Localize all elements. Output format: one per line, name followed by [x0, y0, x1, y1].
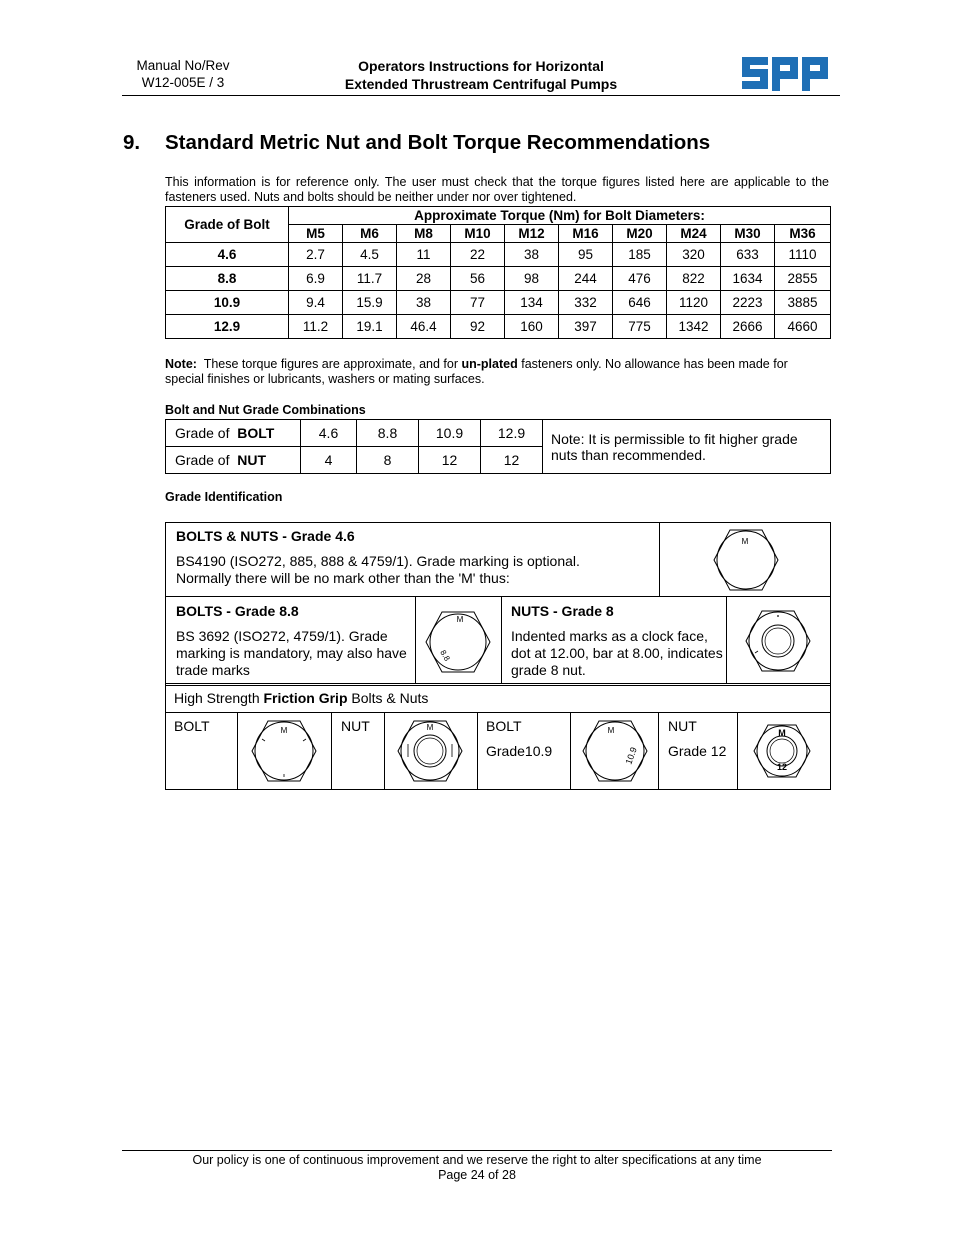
section-number: 9. — [123, 131, 141, 154]
torque-value-cell: 6.9 — [289, 267, 343, 291]
torque-value-cell: 98 — [505, 267, 559, 291]
torque-value-cell: 397 — [559, 315, 613, 339]
divider — [737, 713, 738, 789]
grade-identification-box — [165, 522, 831, 790]
torque-value-cell: 2.7 — [289, 243, 343, 267]
nut-12-grade-mark: 12 — [776, 762, 788, 772]
friction-nut-label: NUT — [341, 718, 370, 734]
torque-note — [165, 357, 830, 387]
diameter-header: M8 — [397, 225, 451, 243]
torque-value-cell: 22 — [451, 243, 505, 267]
divider — [477, 713, 478, 789]
grade-combinations-table — [165, 419, 831, 474]
torque-value-cell: 46.4 — [397, 315, 451, 339]
grade-46-mark: M — [741, 537, 749, 546]
nut-grade-value: 4 — [301, 447, 357, 474]
nut-grade-8-icon — [744, 609, 812, 673]
friction-grip-heading — [174, 690, 428, 707]
bolt-88-text: BS 3692 (ISO272, 4759/1). Grade marking is mandatory, may also have trade marks — [176, 628, 407, 678]
diameter-header: M24 — [667, 225, 721, 243]
nut-grade-value: 12 — [481, 447, 543, 474]
bolt-grade-label-prefix: Grade of — [175, 425, 230, 441]
torque-row — [166, 291, 831, 315]
nut-12-label: NUT — [668, 718, 697, 734]
torque-value-cell: 4.5 — [343, 243, 397, 267]
torque-value-cell: 822 — [667, 267, 721, 291]
divider — [659, 523, 660, 597]
torque-value-cell: 332 — [559, 291, 613, 315]
grade-46-cell — [176, 528, 651, 587]
torque-row — [166, 315, 831, 339]
torque-value-cell: 1342 — [667, 315, 721, 339]
torque-value-cell: 160 — [505, 315, 559, 339]
nut-grade-12-icon — [752, 723, 812, 779]
diameter-header: M10 — [451, 225, 505, 243]
torque-value-cell: 1120 — [667, 291, 721, 315]
divider — [237, 713, 238, 789]
nut-12-mark: M — [778, 728, 786, 738]
torque-value-cell: 9.4 — [289, 291, 343, 315]
torque-value-cell: 92 — [451, 315, 505, 339]
note-emphasis: un-plated — [461, 357, 518, 371]
divider — [726, 597, 727, 684]
section-title: Standard Metric Nut and Bolt Torque Recommendations — [165, 131, 711, 154]
bolt-grade-cell: 12.9 — [166, 315, 289, 339]
friction-prefix: High Strength — [174, 690, 260, 706]
manual-label: Manual No/Rev — [136, 58, 230, 73]
torque-value-cell: 244 — [559, 267, 613, 291]
bolt-88-grade-mark: 8.8 — [438, 648, 452, 663]
divider — [415, 597, 416, 684]
bolt-grade-cell: 8.8 — [166, 267, 289, 291]
divider — [166, 683, 830, 684]
document-title-line2: Extended Thrustream Centrifugal Pumps — [344, 76, 618, 92]
torque-value-cell: 11 — [397, 243, 451, 267]
friction-strong: Friction Grip — [263, 690, 348, 706]
bolt-grade-46-icon — [712, 528, 780, 592]
torque-value-cell: 134 — [505, 291, 559, 315]
bolt-grade-label-strong: BOLT — [237, 425, 275, 441]
friction-bolt-label: BOLT — [174, 718, 210, 734]
spp-logo — [742, 57, 828, 91]
nut-8-text: Indented marks as a clock face, dot at 12.00, bar at 8.00, indicates grade 8 nut. — [511, 628, 723, 678]
divider — [166, 685, 830, 686]
nut-grade-label-prefix: Grade of — [175, 452, 230, 468]
torque-value-cell: 56 — [451, 267, 505, 291]
divider — [166, 596, 830, 597]
grade-46-title: BOLTS & NUTS - Grade 4.6 — [176, 528, 355, 544]
manual-code: W12-005E / 3 — [141, 75, 225, 90]
diameter-header: M5 — [289, 225, 343, 243]
bolt-109-grade: Grade10.9 — [486, 743, 553, 759]
friction-nut-mark: M — [426, 723, 434, 732]
bolt-grade-88-icon — [424, 610, 492, 674]
bolt-grade-value: 8.8 — [357, 420, 419, 447]
nut-12-grade: Grade 12 — [668, 743, 727, 759]
footer-divider — [122, 1150, 832, 1151]
nut-12-cell — [668, 718, 726, 760]
torque-value-cell: 185 — [613, 243, 667, 267]
torque-value-cell: 15.9 — [343, 291, 397, 315]
torque-value-cell: 38 — [397, 291, 451, 315]
bolt-109-grade-mark: 10.9 — [623, 745, 639, 766]
bolt-88-title: BOLTS - Grade 8.8 — [176, 603, 299, 619]
torque-value-cell: 633 — [721, 243, 775, 267]
combinations-heading: Bolt and Nut Grade Combinations — [165, 403, 366, 417]
diameter-header: M16 — [559, 225, 613, 243]
bolt-grade-cell: 10.9 — [166, 291, 289, 315]
diameter-header: M12 — [505, 225, 559, 243]
torque-value-cell: 19.1 — [343, 315, 397, 339]
torque-value-cell: 2855 — [775, 267, 831, 291]
friction-bolt-icon — [250, 719, 318, 783]
divider — [501, 597, 502, 684]
grade-of-bolt-header: Grade of Bolt — [166, 207, 289, 243]
note-text-before: These torque figures are approximate, and for — [203, 357, 458, 371]
footer-page-number: Page 24 of 28 — [438, 1168, 516, 1182]
torque-value-cell: 11.2 — [289, 315, 343, 339]
torque-value-cell: 775 — [613, 315, 667, 339]
torque-value-cell: 3885 — [775, 291, 831, 315]
grade-46-line2: Normally there will be no mark other than the 'M' thus: — [176, 570, 510, 586]
nut-8-cell — [511, 603, 723, 679]
torque-value-cell: 476 — [613, 267, 667, 291]
friction-suffix: Bolts & Nuts — [351, 690, 429, 706]
divider — [166, 712, 830, 713]
torque-value-cell: 4660 — [775, 315, 831, 339]
footer-policy: Our policy is one of continuous improvement and we reserve the right to alter specifications at any time — [192, 1153, 762, 1167]
bolt-grade-cell: 4.6 — [166, 243, 289, 267]
nut-8-title: NUTS - Grade 8 — [511, 603, 614, 619]
bolt-109-label: BOLT — [486, 718, 522, 734]
torque-value-cell: 77 — [451, 291, 505, 315]
torque-row — [166, 243, 831, 267]
combination-note: Note: It is permissible to fit higher grade nuts than recommended. — [543, 420, 831, 474]
torque-value-cell: 11.7 — [343, 267, 397, 291]
nut-grade-label-strong: NUT — [237, 452, 267, 468]
divider — [658, 713, 659, 789]
bolt-88-cell — [176, 603, 408, 679]
torque-value-cell: 95 — [559, 243, 613, 267]
torque-rows — [166, 243, 831, 339]
divider — [331, 713, 332, 789]
bolt-grade-row — [166, 420, 831, 447]
grade-46-line1: BS4190 (ISO272, 885, 888 & 4759/1). Grade marking is optional. — [176, 553, 580, 569]
divider — [384, 713, 385, 789]
bolt-grade-value: 4.6 — [301, 420, 357, 447]
torque-value-cell: 1110 — [775, 243, 831, 267]
torque-value-cell: 646 — [613, 291, 667, 315]
nut-grade-value: 12 — [419, 447, 481, 474]
torque-row — [166, 267, 831, 291]
divider — [570, 713, 571, 789]
torque-value-cell: 2666 — [721, 315, 775, 339]
document-title — [300, 57, 662, 93]
torque-value-cell: 320 — [667, 243, 721, 267]
friction-nut-icon — [396, 719, 464, 783]
torque-value-cell: 1634 — [721, 267, 775, 291]
nut-grade-value: 8 — [357, 447, 419, 474]
friction-bolt-mark: M — [280, 726, 288, 735]
torque-value-cell: 2223 — [721, 291, 775, 315]
torque-table — [165, 206, 831, 339]
torque-value-cell: 28 — [397, 267, 451, 291]
diameter-header: M36 — [775, 225, 831, 243]
torque-span-header: Approximate Torque (Nm) for Bolt Diameters: — [289, 207, 831, 225]
diameter-header: M20 — [613, 225, 667, 243]
bolt-grade-label — [166, 420, 301, 447]
manual-number — [118, 57, 248, 91]
document-title-line1: Operators Instructions for Horizontal — [358, 58, 604, 74]
bolt-109-mark: M — [607, 726, 615, 735]
intro-paragraph: This information is for reference only. The user must check that the torque figures listed here are applicable to the fasteners used. Nuts and bolts should be neither under nor over tightened. — [165, 175, 829, 204]
footer — [122, 1153, 832, 1183]
bolt-grade-109-icon — [581, 719, 649, 783]
note-text-after: fasteners only. No allowance has been made for special finishes or lubricants, washers or mating surfaces. — [165, 357, 788, 386]
section-heading — [123, 131, 710, 155]
bolt-grade-value: 10.9 — [419, 420, 481, 447]
bolt-grade-value: 12.9 — [481, 420, 543, 447]
grade-identification-heading: Grade Identification — [165, 490, 283, 504]
torque-value-cell: 38 — [505, 243, 559, 267]
diameter-header: M30 — [721, 225, 775, 243]
note-label: Note: — [165, 357, 197, 371]
nut-grade-label — [166, 447, 301, 474]
diameter-header: M6 — [343, 225, 397, 243]
bolt-109-cell — [486, 718, 552, 760]
bolt-88-mark: M — [456, 615, 464, 624]
header-divider — [122, 95, 840, 96]
